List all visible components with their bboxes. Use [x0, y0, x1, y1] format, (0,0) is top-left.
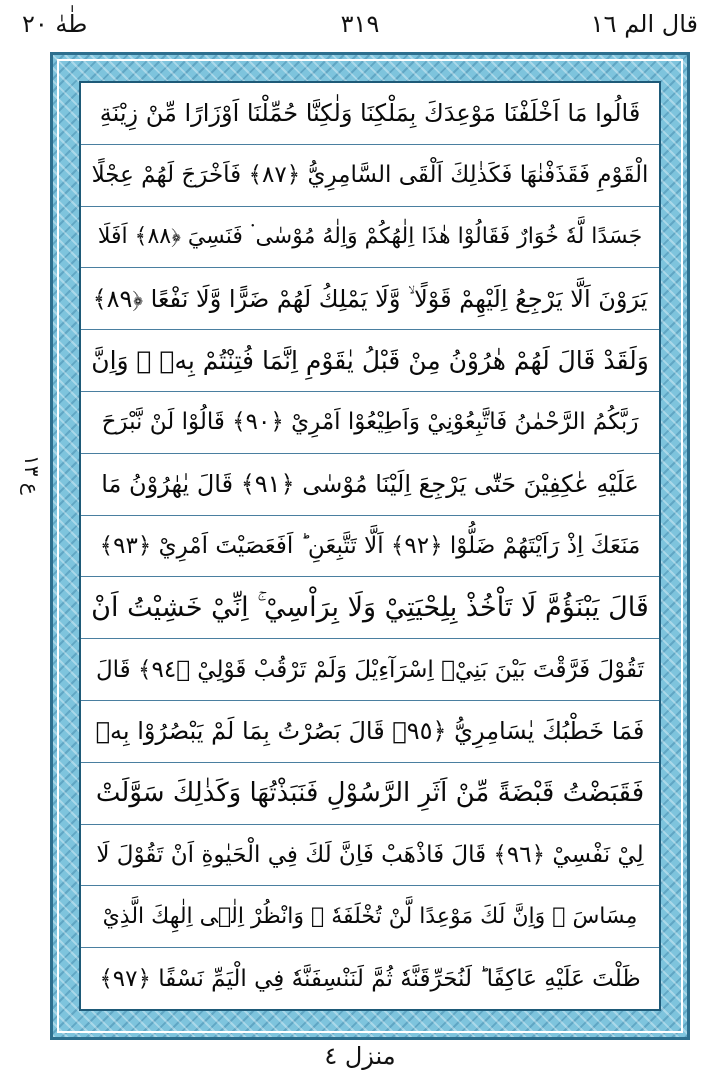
verse-line: ظَلْتَ عَلَيْهِ عَاكِفًا ؕ لَنُحَرِّقَنَّهٗ ثُمَّ لَنَنْسِفَنَّهٗ فِي الْيَمِّ نَسْفًا ﴿٩٧﴾ [99, 965, 641, 992]
verse-line: فَقَبَضْتُ قَبْضَةً مِّنْ اَثَرِ الرَّسُوْلِ فَنَبَذْتُهَا وَكَذٰلِكَ سَوَّلَتْ [81, 763, 659, 825]
ruku-marker: ع ١٣ [20, 455, 44, 495]
verse-line: وَلَقَدْ قَالَ لَهُمْ هٰرُوْنُ مِنْ قَبْلُ يٰقَوْمِ اِنَّمَا فُتِنْتُمْ بِهٖ ۚ وَاِنَّ [81, 330, 659, 392]
verse-line: الْقَوْمِ فَقَذَفْنٰهَا فَكَذٰلِكَ اَلْقَى السَّامِرِيُّ ﴿٨٧﴾ فَاَخْرَجَ لَهُمْ عِجْلًا [81, 145, 659, 207]
page-number: ٣١٩ [340, 10, 380, 38]
verse-line: رَبَّكُمُ الرَّحْمٰنُ فَاتَّبِعُوْنِيْ وَاَطِيْعُوْا اَمْرِيْ ﴿٩٠﴾ قَالُوْا لَنْ نَّبْرَحَ [81, 392, 659, 454]
surah-name: طٰهٰ ٢٠ [22, 10, 88, 38]
verse-line: عَلَيْهِ عٰكِفِيْنَ حَتّٰى يَرْجِعَ اِلَيْنَا مُوْسٰى ﴿٩١﴾ قَالَ يٰهٰرُوْنُ مَا [81, 454, 659, 516]
verse-line: مَنَعَكَ اِذْ رَاَيْتَهُمْ ضَلُّوْا ﴿٩٢﴾ اَلَّا تَتَّبِعَنِ ؕ اَفَعَصَيْتَ اَمْرِيْ ﴿٩٣﴾ [81, 516, 659, 578]
verse-line: جَسَدًا لَّهٗ خُوَارٌ فَقَالُوْا هٰذَا اِلٰهُكُمْ وَاِلٰهُ مُوْسٰى ۬ فَنَسِيَ ﴿٨٨﴾ اَفَلَا [81, 207, 659, 269]
manzil-footer: منزل ٤ [324, 1042, 396, 1070]
verse-line: تَقُوْلَ فَرَّقْتَ بَيْنَ بَنِيْۤ اِسْرَآءِيْلَ وَلَمْ تَرْقُبْ قَوْلِيْ ﴿٩٤﴾ قَالَ [81, 639, 659, 701]
ornamental-border [50, 52, 690, 1040]
verse-line: لِيْ نَفْسِيْ ﴿٩٦﴾ قَالَ فَاذْهَبْ فَاِنَّ لَكَ فِي الْحَيٰوةِ اَنْ تَقُوْلَ لَا [81, 825, 659, 887]
juz-name: قال الم ١٦ [590, 10, 698, 38]
verse-line: قَالَ يَبْنَؤُمَّ لَا تَاْخُذْ بِلِحْيَتِيْ وَلَا بِرَاْسِيْ ۚ اِنِّيْ خَشِيْتُ اَنْ [81, 577, 659, 639]
verse-line: قَالُوا مَا اَخْلَفْنَا مَوْعِدَكَ بِمَلْكِنَا وَلٰكِنَّا حُمِّلْنَا اَوْزَارًا مِّنْ زِيْنَةِ [81, 83, 659, 145]
verse-line: مِسَاسَ ۪ وَاِنَّ لَكَ مَوْعِدًا لَّنْ تُخْلَفَهٗ ۚ وَانْظُرْ اِلٰۤى اِلٰهِكَ الَّذِيْ [81, 886, 659, 948]
verse-lines [81, 83, 659, 1009]
text-panel [79, 81, 661, 1011]
verse-line: فَمَا خَطْبُكَ يٰسَامِرِيُّ ﴿٩٥﴾ قَالَ بَصُرْتُ بِمَا لَمْ يَبْصُرُوْا بِهٖ [81, 701, 659, 763]
page-header [0, 0, 720, 50]
verse-line: يَرَوْنَ اَلَّا يَرْجِعُ اِلَيْهِمْ قَوْلًا ۙ وَّلَا يَمْلِكُ لَهُمْ ضَرًّا وَّلَا نَفْعًا ﴿٨٩﴾ [81, 268, 659, 330]
